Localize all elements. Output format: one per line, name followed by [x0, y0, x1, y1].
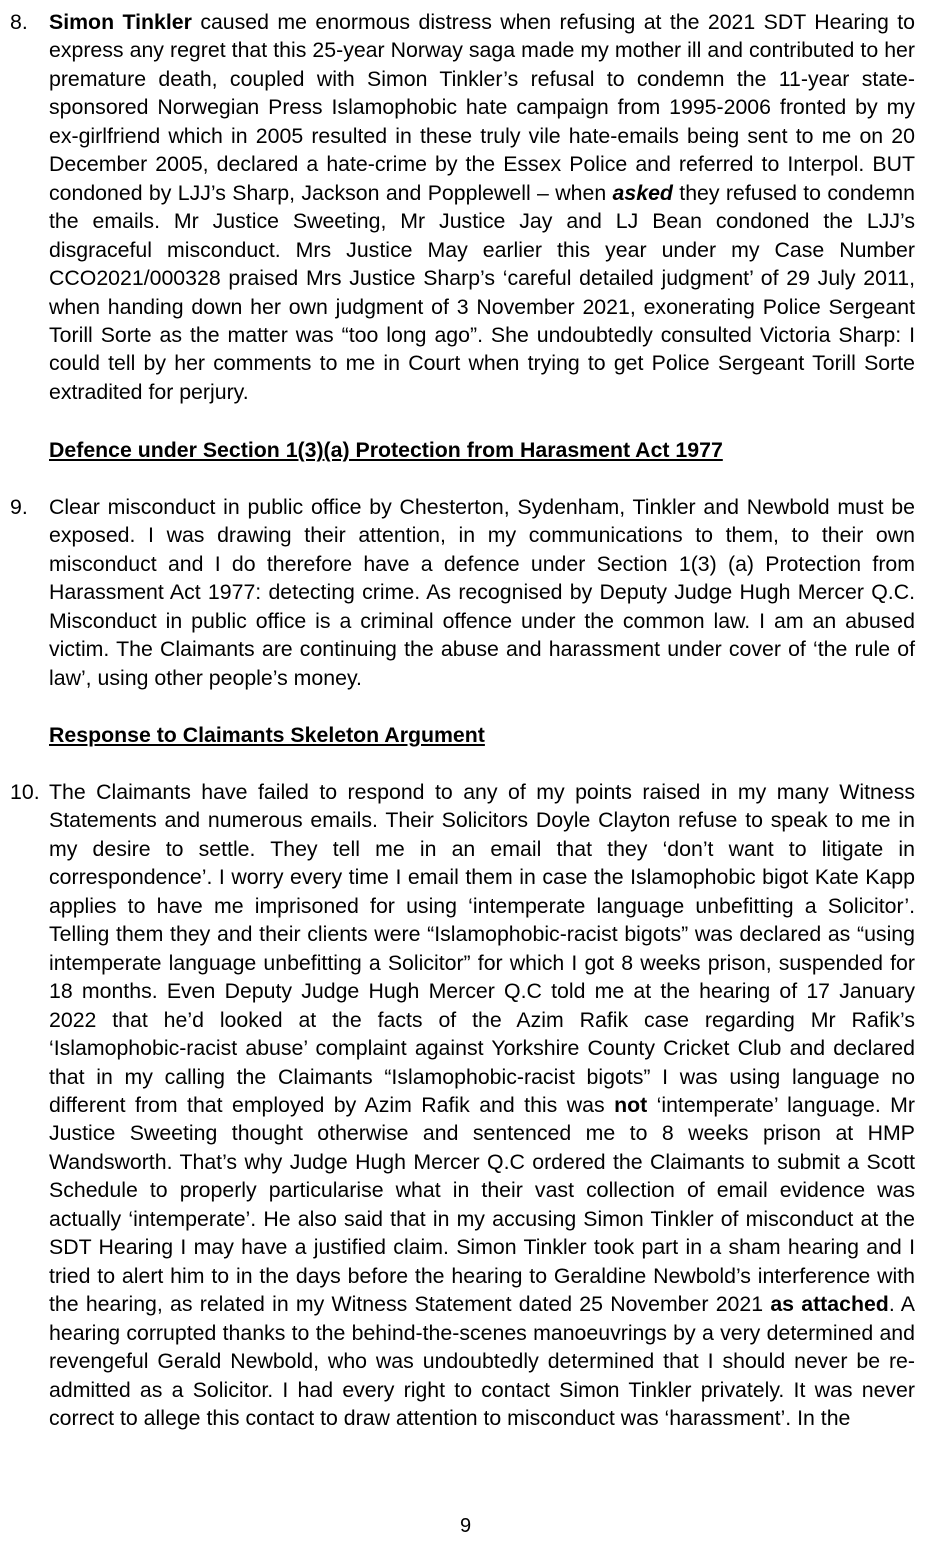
- text-segment: The Claimants have failed to respond to any of my points raised in my many Witness Statements and numerous emails. Their Solicitors Doyle Clayton refuse to speak to me in my desire to settle. They tell me in an email that they ‘don’t want to litigate in correspondence’. I worry every time I email them in case the Islamophobic bigot Kate Kapp applies to have me imprisoned for using ‘intemperate language unbefitting a Solicitor’. Telling them they and their clients were “Islamophobic-racist bigots” was declared as “using intemperate language unbefitting a Solicitor” for which I got 8 weeks prison, suspended for 18 months. Even Deputy Judge Hugh Mercer Q.C told me at the hearing of 17 January 2022 that he’d looked at the facts of the Azim Rafik case regarding Mr Rafik’s ‘Islamophobic-racist abuse’ complaint against Yorkshire County Cricket Club and declared that in my calling the Claimants “Islamophobic-racist bigots” I was using language no different from that employed by Azim Rafik and this was: [49, 780, 915, 1117]
- paragraph-text: [49, 778, 915, 1432]
- text-segment: they refused to condemn the emails. Mr Justice Sweeting, Mr Justice Jay and LJ Bean condoned the LJJ’s disgraceful misconduct. Mrs Justice May earlier this year under my Case Number CCO2021/000328 praised Mrs Justice Sharp’s ‘careful detailed judgment’ of 29 July 2011, when handing down her own judgment of 3 November 2021, exonerating Police Sergeant Torill Sorte as the matter was “too long ago”. She undoubtedly consulted Victoria Sharp: I could tell by her comments to me in Court when trying to get Police Sergeant Torill Sorte extradited for perjury.: [49, 180, 915, 404]
- paragraph-number: 8.: [10, 10, 28, 34]
- page-number: 9: [459, 1515, 472, 1537]
- text-segment-bold: not: [614, 1092, 648, 1117]
- text-segment-bold: as attached: [770, 1292, 889, 1317]
- text-segment: Clear misconduct in public office by Chesterton, Sydenham, Tinkler and Newbold must be exposed. I was drawing their attention, in my communications to them, to their own misconduct and I do therefore have a defence under Section 1(3) (a) Protection from Harassment Act 1977: detecting crime. As recognised by Deputy Judge Hugh Mercer Q.C. Misconduct in public office is a criminal offence under the common law. I am an abused victim. The Claimants are continuing the abuse and harassment under cover of ‘the rule of law’, using other people’s money.: [49, 495, 915, 690]
- section-heading-response: Response to Claimants Skeleton Argument: [49, 723, 485, 747]
- paragraph-number: 10.: [10, 780, 40, 804]
- text-segment: . A hearing corrupted thanks to the behind-the-scenes manoeuvrings by a very determined and revengeful Gerald Newbold, who was undoubtedly determined that I should never be re-admitted as a Solicitor. I had every right to contact Simon Tinkler privately. It was never correct to allege this contact to draw attention to misconduct was ‘harassment’. In the: [49, 1292, 915, 1430]
- paragraph-number: 9.: [10, 495, 28, 519]
- section-heading-defence: Defence under Section 1(3)(a) Protection from Harasment Act 1977: [49, 438, 723, 462]
- paragraph-text: [49, 8, 915, 406]
- paragraph-text: [49, 493, 915, 692]
- text-segment-bold-italic: asked: [612, 180, 673, 205]
- text-segment: caused me enormous distress when refusing at the 2021 SDT Hearing to express any regret that this 25-year Norway saga made my mother ill and contributed to her premature death, coupled with Simon Tinkler’s refusal to condemn the 11-year state-sponsored Norwegian Press Islamophobic hate campaign from 1995-2006 fronted by my ex-girlfriend which in 2005 resulted in these truly vile hate-emails being sent to me on 20 December 2005, declared a hate-crime by the Essex Police and referred to Interpol. BUT condoned by LJJ’s Sharp, Jackson and Popplewell – when: [49, 10, 915, 205]
- text-segment-bold: Simon Tinkler: [49, 10, 192, 34]
- text-segment: ‘intemperate’ language. Mr Justice Sweeting thought otherwise and sentenced me to 8 weeks prison at HMP Wandsworth. That’s why Judge Hugh Mercer Q.C ordered the Claimants to submit a Scott Schedule to properly particularise what in their vast collection of email evidence was actually ‘intemperate’. He also said that in my accusing Simon Tinkler of misconduct at the SDT Hearing I may have a justified claim. Simon Tinkler took part in a sham hearing and I tried to alert him to in the days before the hearing to Geraldine Newbold’s interference with the hearing, as related in my Witness Statement dated 25 November 2021: [49, 1092, 916, 1317]
